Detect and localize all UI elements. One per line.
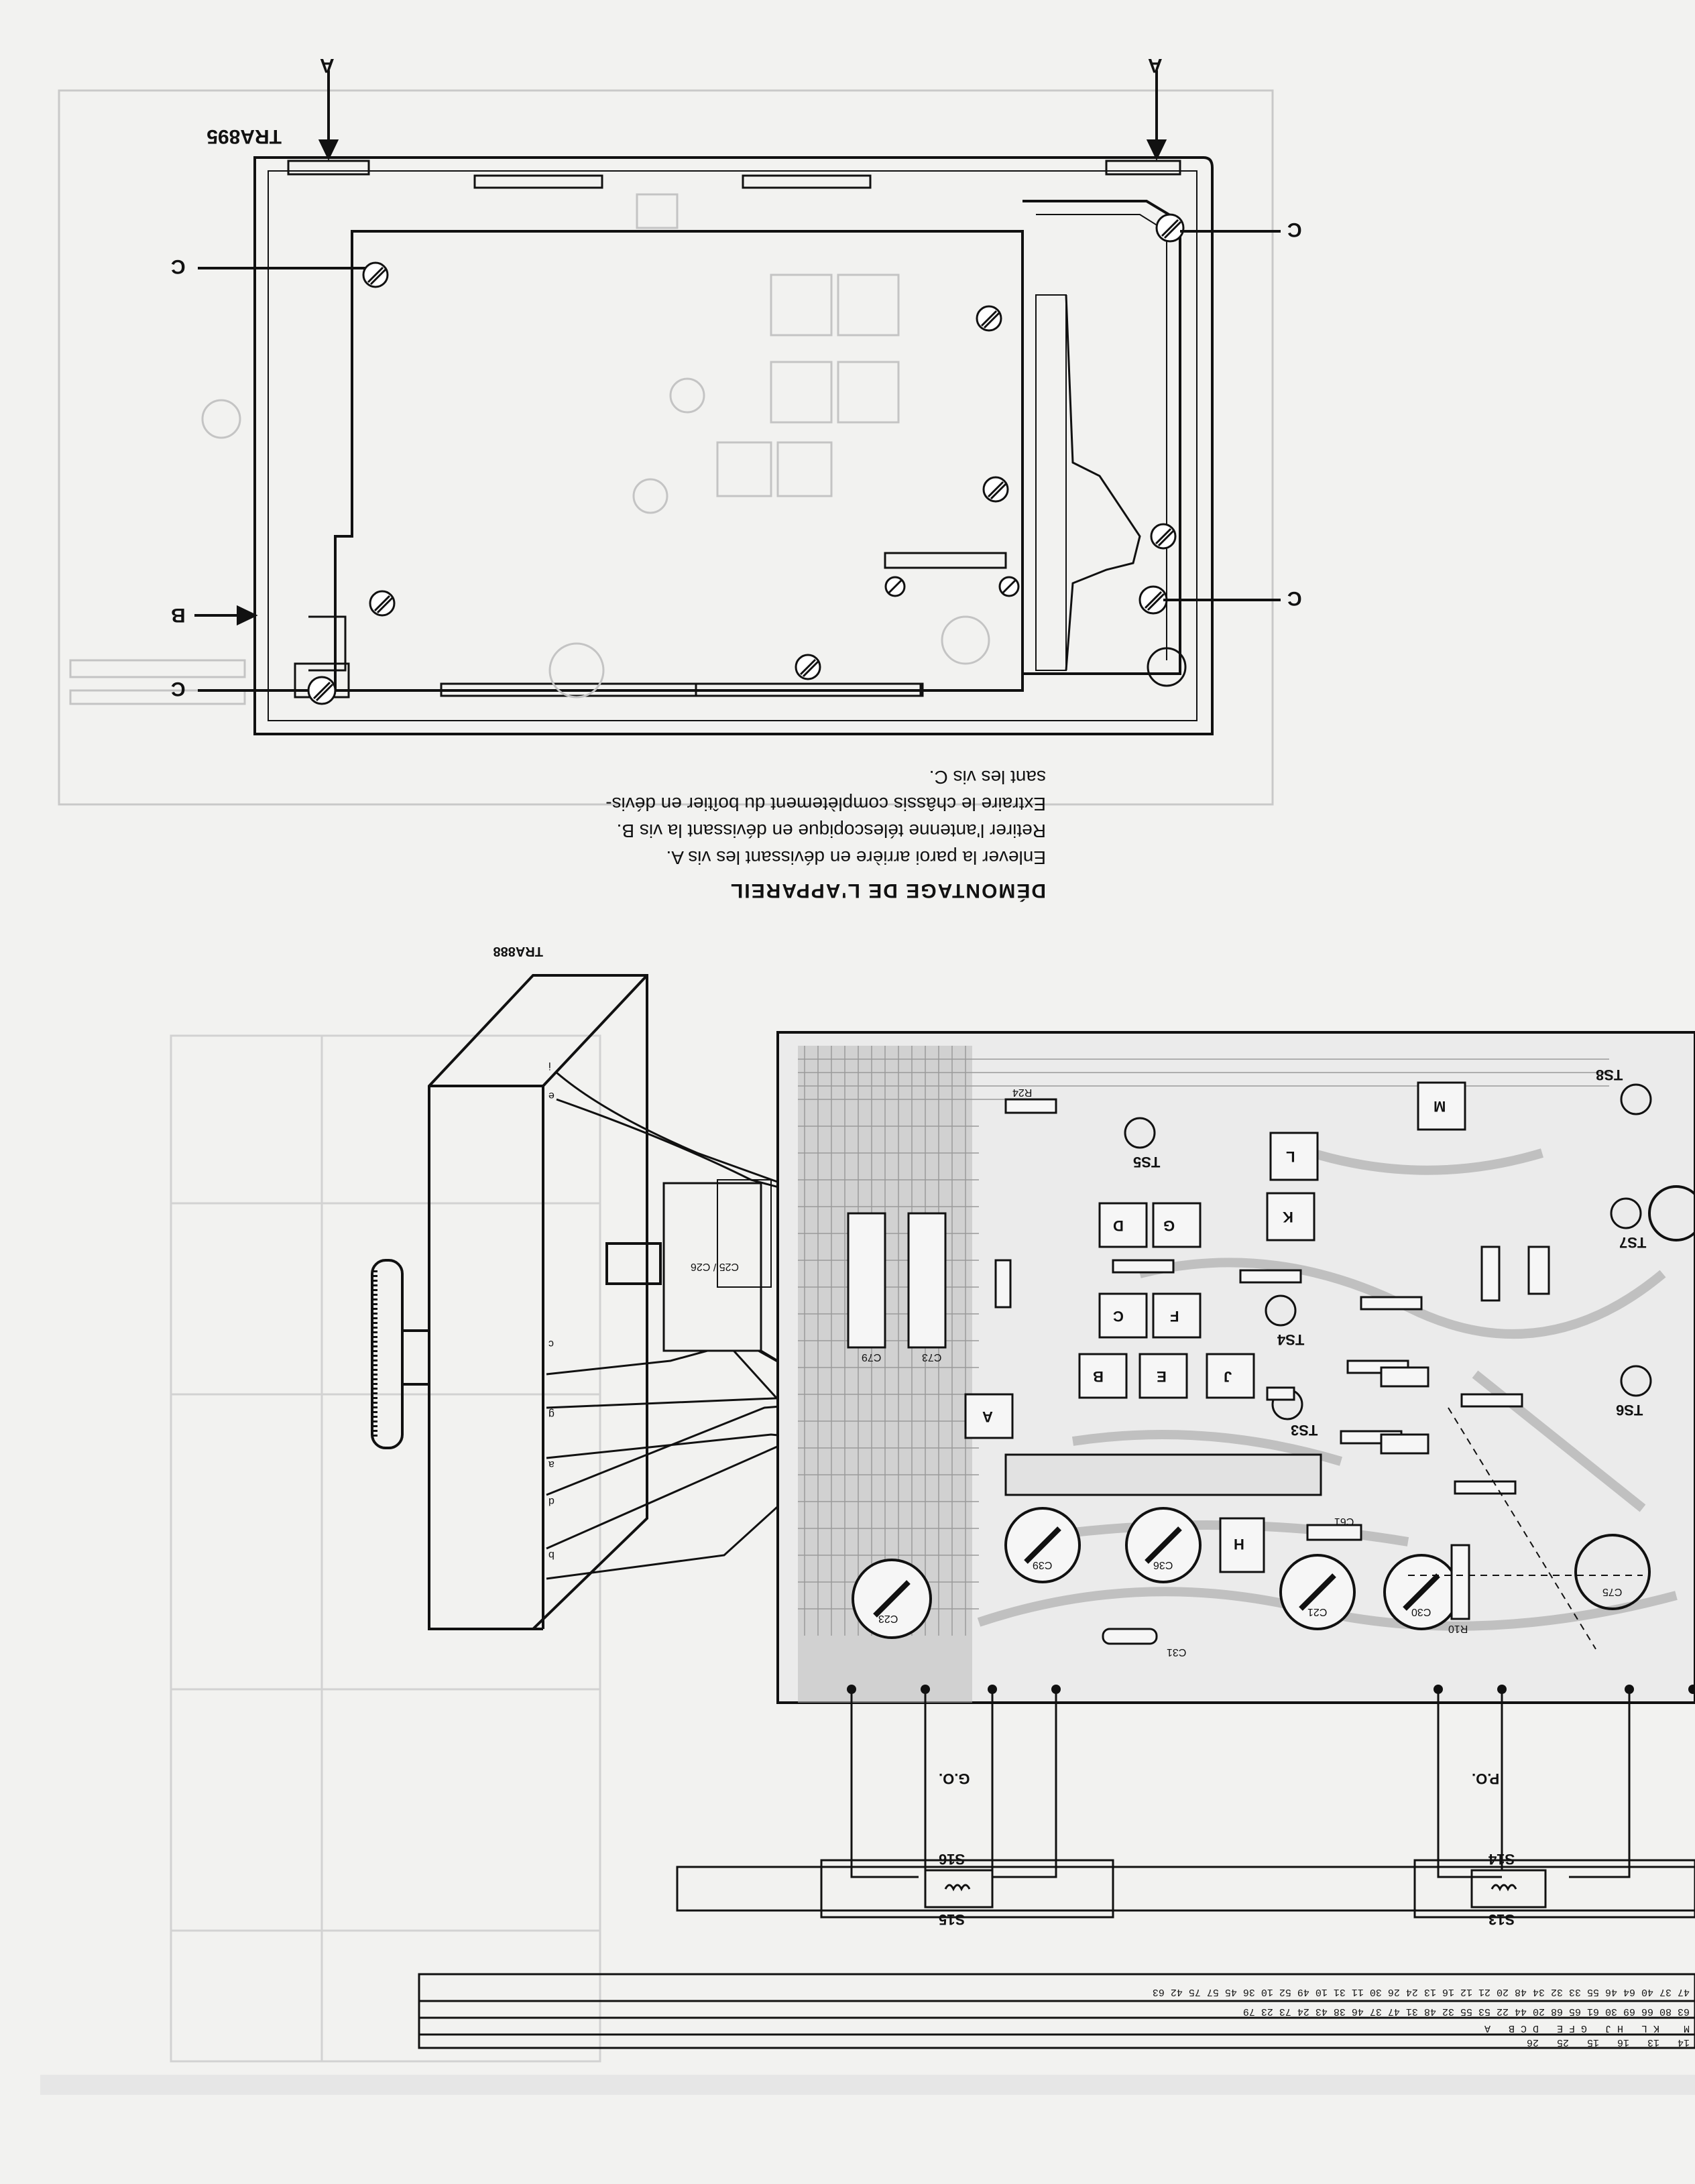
faint-left-table: [171, 1036, 600, 2061]
caption-po: P.O.: [1472, 1770, 1500, 1787]
index-row-components: 47 37 40 64 46 55 33 32 34 48 20 21 12 16 13 24 26 30 11 31 10 49 52 10 36 45 57 75 42 63: [1152, 1986, 1690, 1998]
instruction-line-4: sant les vis C.: [929, 767, 1046, 788]
c20-c38-strip: [1006, 1455, 1321, 1495]
drawing-ref-top: TRA895: [207, 125, 282, 147]
label-c-2: C: [1287, 219, 1302, 241]
label-a-right: A: [1148, 54, 1163, 76]
pin-c: c: [548, 1338, 554, 1349]
caption-go: G.O.: [939, 1770, 970, 1787]
pin-b: b: [548, 1549, 554, 1561]
label-a-left: A: [320, 54, 335, 76]
pin-e: e: [548, 1090, 554, 1101]
switch-s14: S14: [1488, 1851, 1515, 1868]
instruction-line-3: Extraire le châssis complètement du boîtier en dévis-: [605, 794, 1046, 814]
switch-s13: S13: [1488, 1911, 1515, 1928]
drawing-ref-bottom: TRA888: [493, 944, 543, 959]
top-scan-border: [59, 90, 1273, 804]
screws: [308, 215, 1185, 704]
pin-a: a: [548, 1459, 554, 1470]
ts6-label: TS6: [1616, 1402, 1643, 1418]
index-row-letters: M K L H J G F E D C B A: [1484, 2022, 1690, 2034]
c65-label: C61: [1334, 1516, 1354, 1527]
pin-i: i: [548, 1060, 551, 1071]
chassis-plate: [335, 231, 1022, 690]
tuning-arm: [1066, 295, 1140, 670]
background-components: [70, 194, 989, 704]
c30-label: C30: [1411, 1606, 1431, 1618]
instruction-line-2: Retirer l'antenne télescopique en dévissant la vis B.: [616, 821, 1046, 841]
c76-label: C75: [1602, 1586, 1623, 1597]
label-c-4: C: [171, 678, 186, 700]
c79-label: C79: [862, 1351, 882, 1363]
ts5-label: TS5: [1133, 1154, 1161, 1170]
module-g: [1153, 1203, 1200, 1247]
c23-label: C23: [878, 1613, 898, 1624]
pcb-board: [778, 1032, 1695, 1703]
switch-leads: [677, 1689, 1695, 1917]
label-c-3: C: [1287, 587, 1302, 609]
ts4-label: TS4: [1277, 1331, 1305, 1348]
instruction-line-1: Enlever la paroi arrière en dévissant les vis A.: [666, 847, 1046, 868]
module-label-b: B: [1093, 1368, 1104, 1385]
label-b: B: [171, 604, 186, 626]
instructions-title: DÉMONTAGE DE L'APPAREIL: [729, 879, 1046, 902]
pin-g: g: [548, 1408, 554, 1420]
switch-s16: S16: [939, 1851, 966, 1868]
c36-label: C36: [1153, 1559, 1173, 1571]
label-c-1: C: [171, 255, 186, 278]
module-label-e: E: [1157, 1368, 1167, 1385]
c73-label: C73: [922, 1351, 942, 1363]
c31-label: C31: [1167, 1646, 1187, 1658]
module-label-j: J: [1224, 1368, 1232, 1385]
c39-label: C39: [1033, 1559, 1053, 1571]
housing-drawing: [255, 158, 1212, 734]
ts3-label: TS3: [1291, 1422, 1318, 1439]
c25-c26-label: C25 / C26: [691, 1261, 740, 1272]
index-row-mid: 63 80 66 69 30 61 65 68 20 44 22 53 55 32 48 31 47 37 46 38 43 24 73 23 79: [1242, 2006, 1690, 2017]
r23-label: R24: [1012, 1087, 1033, 1098]
c21-label: C21: [1307, 1606, 1328, 1618]
disassembly-instructions: [375, 754, 1046, 902]
ts8-label: TS8: [1596, 1067, 1623, 1083]
module-label-a: A: [982, 1408, 993, 1425]
pointer-arrows: [194, 70, 1281, 690]
r10-label: R10: [1448, 1623, 1468, 1634]
bottom-scan-band: [40, 2075, 1695, 2095]
module-label-c: C: [1113, 1308, 1124, 1325]
switch-s15: S15: [939, 1911, 966, 1928]
module-label-l: L: [1286, 1148, 1295, 1165]
pin-d: d: [548, 1496, 554, 1507]
index-row-numbers: 14 13 16 15 25 26: [1526, 2037, 1690, 2048]
module-label-g: G: [1163, 1217, 1175, 1234]
module-label-k: K: [1283, 1209, 1293, 1225]
ts7-label: TS7: [1619, 1234, 1647, 1251]
tuner-box: [372, 975, 660, 1629]
module-label-f: F: [1170, 1308, 1179, 1325]
module-label-m: M: [1434, 1098, 1446, 1115]
module-label-h: H: [1234, 1536, 1244, 1553]
module-label-d: D: [1113, 1217, 1124, 1234]
